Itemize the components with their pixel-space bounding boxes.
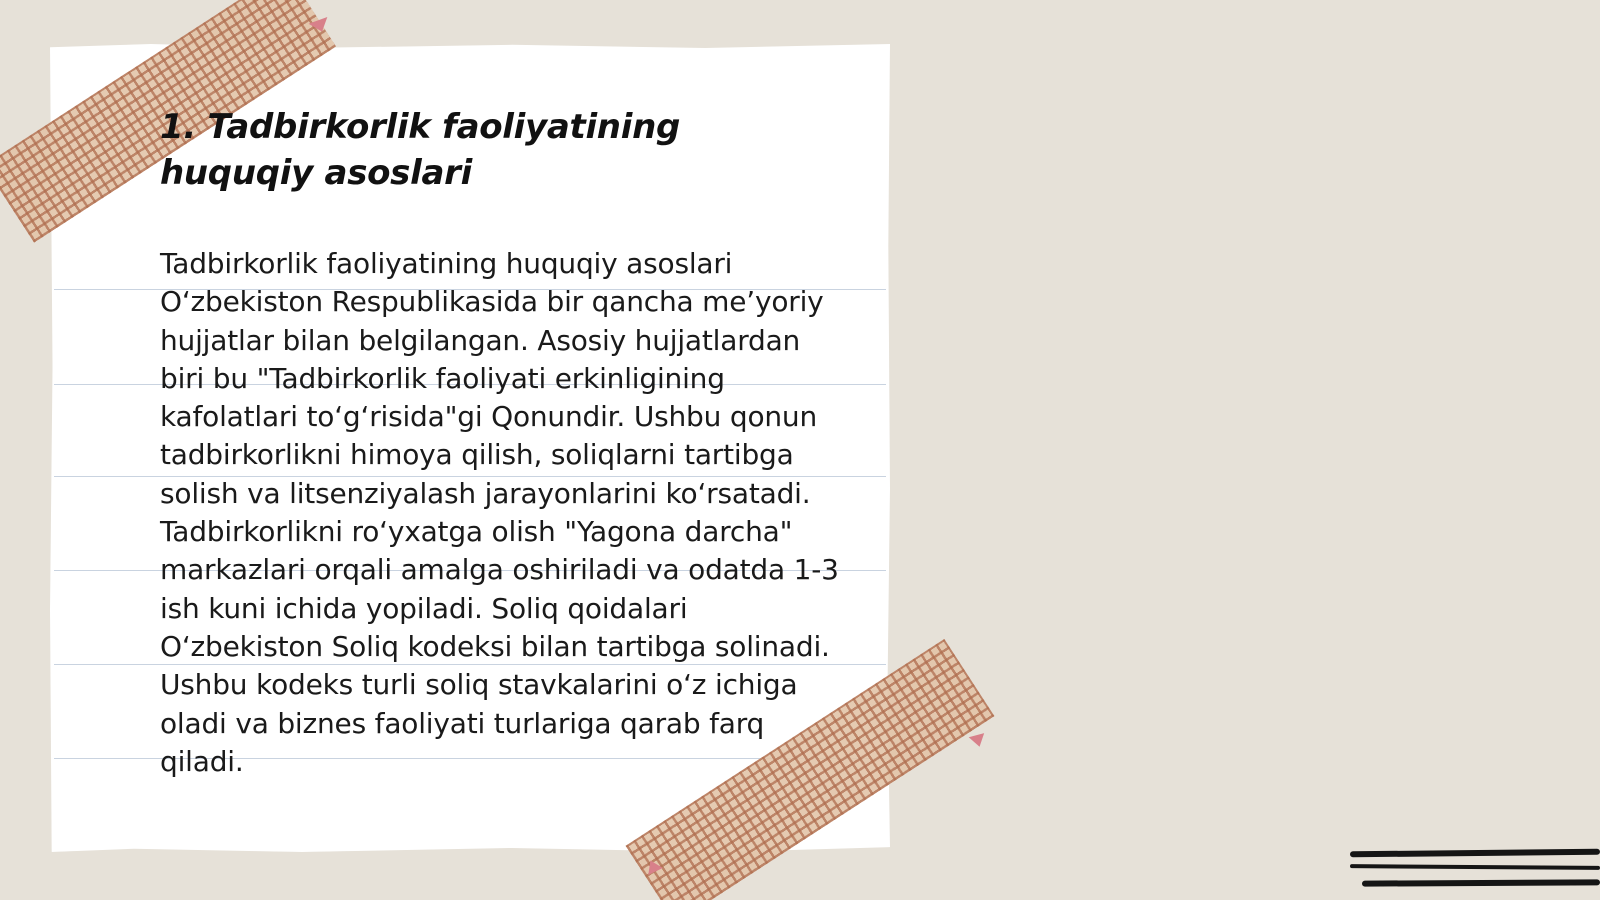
brush-stroke-decoration	[1350, 864, 1600, 870]
brush-stroke-decoration	[1362, 879, 1600, 886]
slide-title: 1. Tadbirkorlik faoliyatining huquqiy asoslari	[160, 107, 681, 193]
brush-stroke-decoration	[1350, 849, 1600, 858]
pin-decoration	[969, 733, 988, 749]
slide-body-text: Tadbirkorlik faoliyatining huquqiy asoslari O‘zbekiston Respublikasida bir qancha me’yoriy hujjatlar bilan belgilangan. Asosiy hujjatlardan biri bu "Tadbirkorlik faoliyati erkinligining kafolatlari to‘g‘risida"gi Qonundir. Ushbu qonun tadbirkorlikni himoya qilish, soliqlarni tartibga solish va litsenziyalash jarayonlarini ko‘rsatadi. Tadbirkorlikni ro‘yxatga olish "Yagona darcha" markazlari orqali amalga oshiriladi va odatda 1-3 ish kuni ichida yopiladi. Soliq qoidalari O‘zbekiston Soliq kodeksi bilan tartibga solinadi. Ushbu kodeks turli soliq stavkalarini o‘z ichiga oladi va biznes faoliyati turlariga qarab farq qiladi.	[160, 247, 839, 778]
